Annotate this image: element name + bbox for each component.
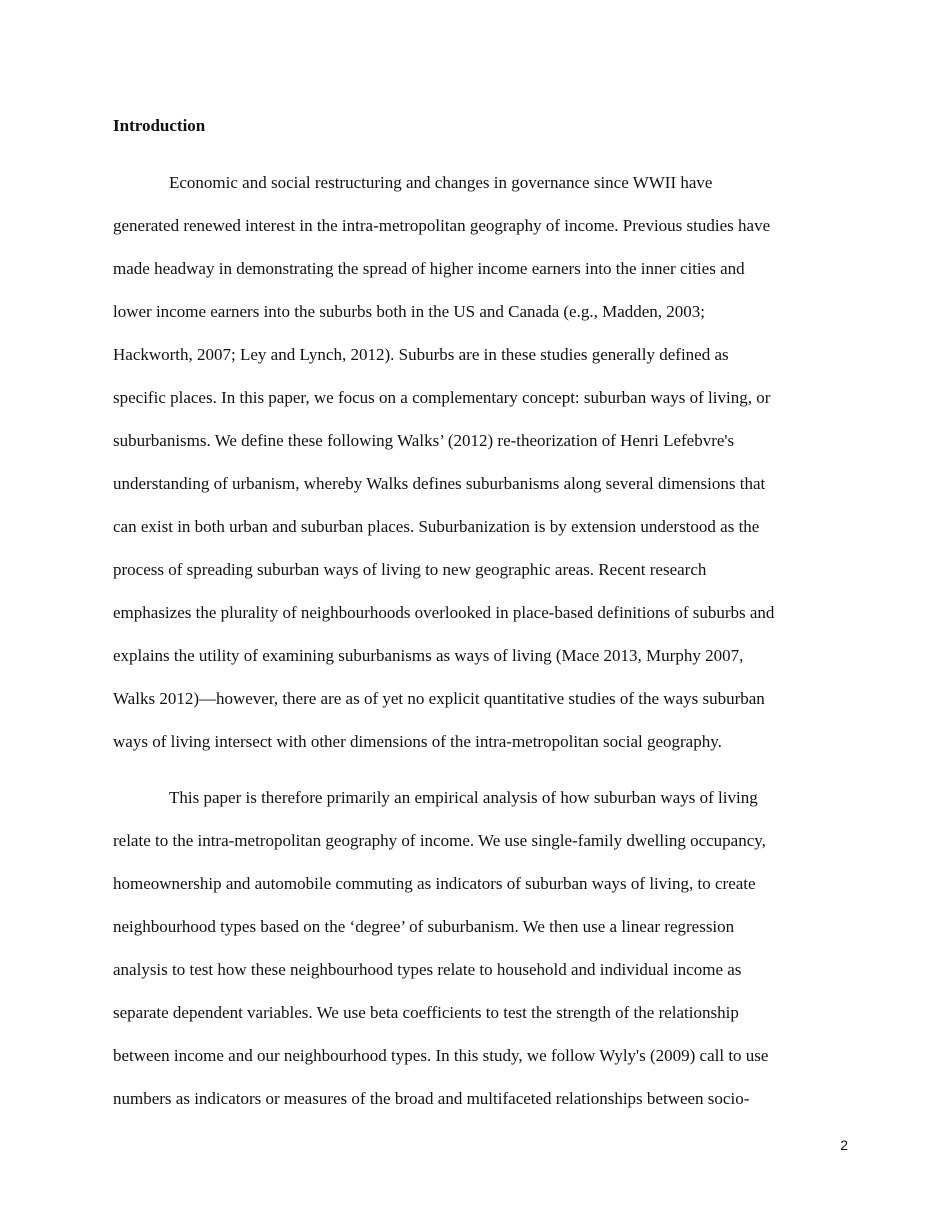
paragraph-1-line: generated renewed interest in the intra-metropolitan geography of income. Previous studies have [113, 216, 771, 235]
paragraph-1-line: ways of living intersect with other dimensions of the intra-metropolitan social geography. [113, 732, 722, 751]
paragraph-2 [113, 776, 841, 1120]
paragraph-1-line: Hackworth, 2007; Ley and Lynch, 2012). Suburbs are in these studies generally defined as [113, 345, 729, 364]
paragraph-1-line: made headway in demonstrating the spread of higher income earners into the inner cities and [113, 259, 745, 278]
paragraph-1-line: Walks 2012)—however, there are as of yet no explicit quantitative studies of the ways suburban [113, 689, 765, 708]
paragraph-2-line: separate dependent variables. We use beta coefficients to test the strength of the relationship [113, 1003, 739, 1022]
paragraph-1-line: suburbanisms. We define these following Walks’ (2012) re-theorization of Henri Lefebvre's [113, 431, 735, 450]
paragraph-1-line: lower income earners into the suburbs both in the US and Canada (e.g., Madden, 2003; [113, 302, 706, 321]
paragraph-2-line: numbers as indicators or measures of the broad and multifaceted relationships between socio- [113, 1089, 750, 1108]
paragraph-2-line: neighbourhood types based on the ‘degree’ of suburbanism. We then use a linear regression [113, 917, 735, 936]
paragraph-1-line: Economic and social restructuring and changes in governance since WWII have [169, 173, 713, 192]
paragraph-2-line: relate to the intra-metropolitan geography of income. We use single-family dwelling occupancy, [113, 831, 766, 850]
paragraph-1-line: can exist in both urban and suburban places. Suburbanization is by extension understood as the [113, 517, 760, 536]
paragraph-1-line: specific places. In this paper, we focus on a complementary concept: suburban ways of living, or [113, 388, 771, 407]
paragraph-2-line: between income and our neighbourhood types. In this study, we follow Wyly's (2009) call to use [113, 1046, 769, 1065]
paragraph-1-line: process of spreading suburban ways of living to new geographic areas. Recent research [113, 560, 707, 579]
paragraph-2-line: homeownership and automobile commuting as indicators of suburban ways of living, to create [113, 874, 756, 893]
paragraph-2-line: This paper is therefore primarily an empirical analysis of how suburban ways of living [169, 788, 758, 807]
section-heading: Introduction [113, 116, 206, 135]
page-number: 2 [840, 1137, 848, 1153]
page-content [113, 104, 841, 1120]
paragraph-1-line: explains the utility of examining suburbanisms as ways of living (Mace 2013, Murphy 2007, [113, 646, 744, 665]
paragraph-2-line: analysis to test how these neighbourhood types relate to household and individual income as [113, 960, 742, 979]
paragraph-1-line: understanding of urbanism, whereby Walks defines suburbanisms along several dimensions that [113, 474, 766, 493]
paragraph-1-line: emphasizes the plurality of neighbourhoods overlooked in place-based definitions of suburbs and [113, 603, 775, 622]
paragraph-1 [113, 161, 841, 763]
